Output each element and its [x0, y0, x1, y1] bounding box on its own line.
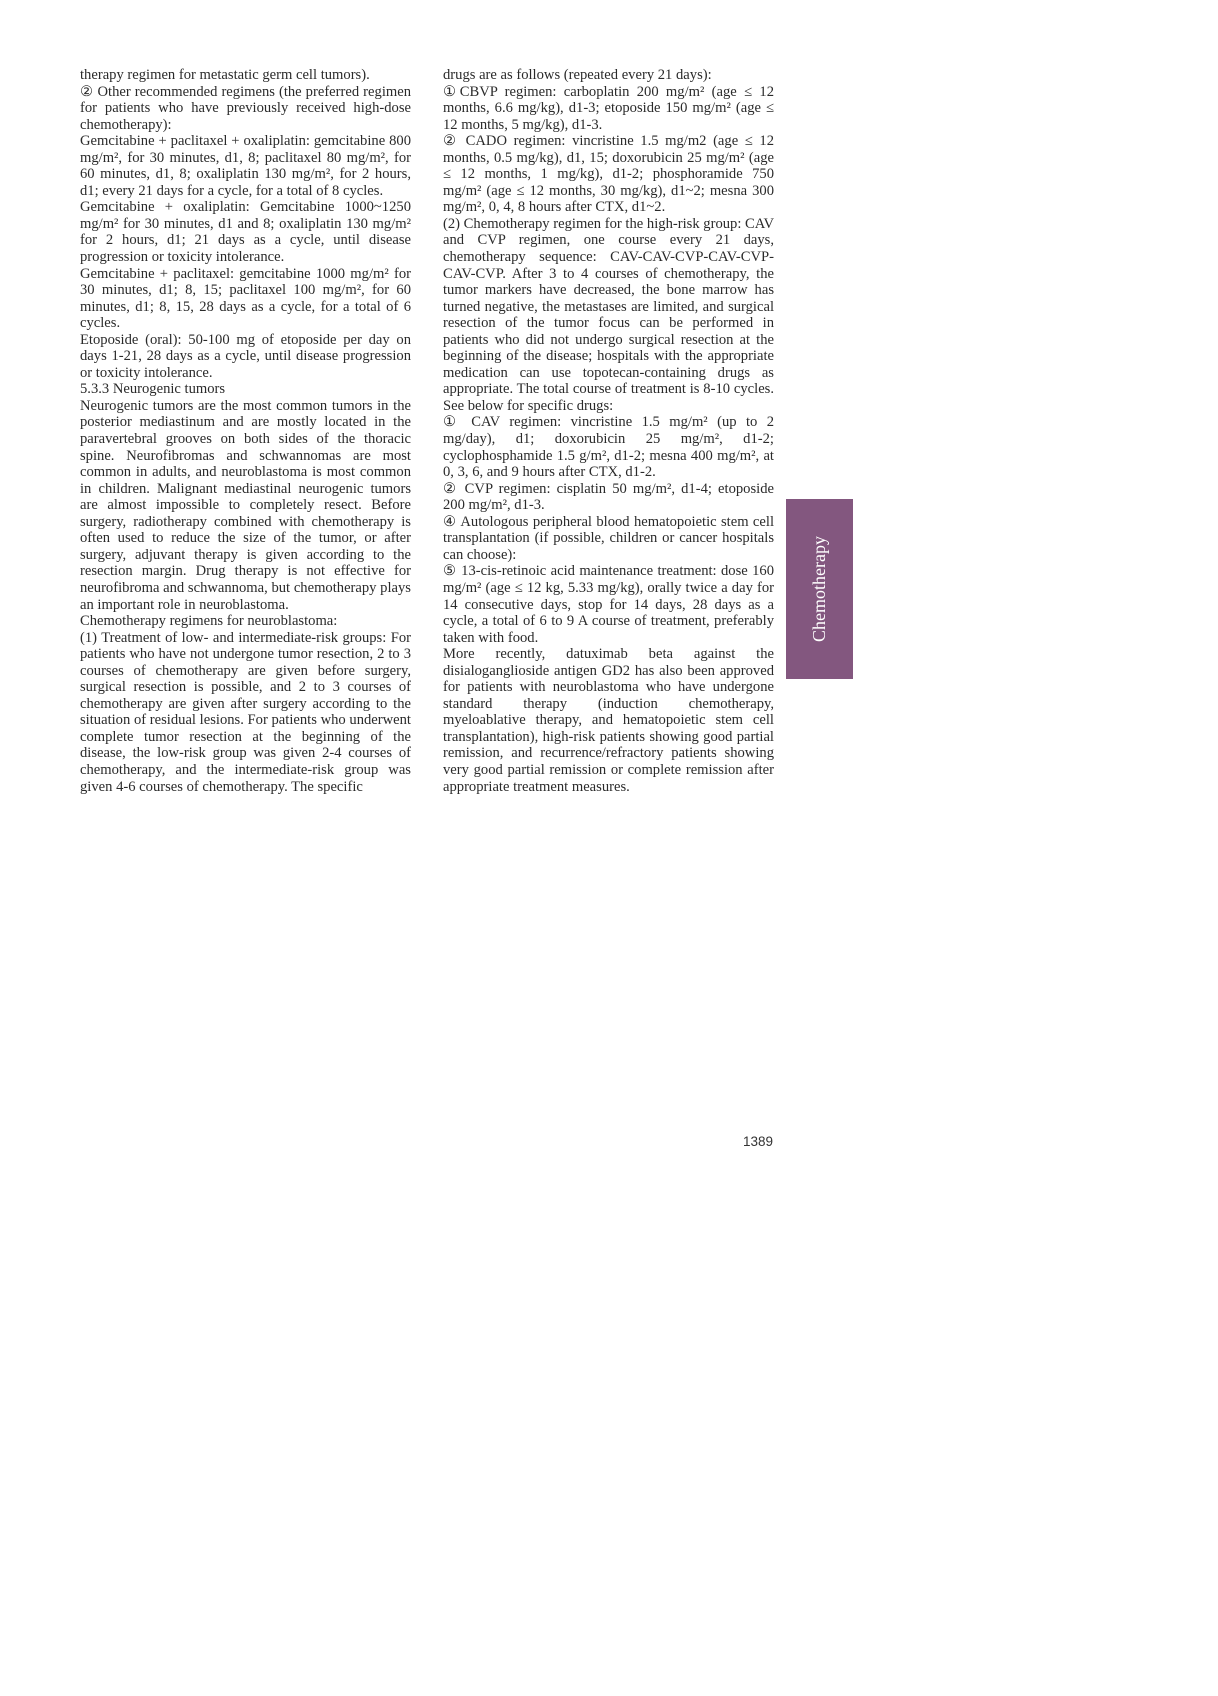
- paragraph: Etoposide (oral): 50-100 mg of etoposide per day on days 1-21, 28 days as a cycle, until disease progression or toxicity intolerance.: [80, 331, 411, 381]
- paragraph: Gemcitabine + paclitaxel + oxaliplatin: gemcitabine 800 mg/m², for 30 minutes, d1, 8; paclitaxel 80 mg/m², for 60 minutes, d1, 8; oxaliplatin 130 mg/m², for 2 hours, d1; every 21 days for a cycle, for a total of 8 cycles.: [80, 133, 411, 199]
- paragraph: Chemotherapy regimens for neuroblastoma:: [80, 613, 338, 630]
- chapter-side-tab: [786, 499, 853, 679]
- paragraph: therapy regimen for metastatic germ cell tumors).: [80, 67, 370, 83]
- paragraph: Neurogenic tumors are the most common tumors in the posterior mediastinum and are mostly located in the paravertebral grooves on both sides of the thoracic spine. Neurofibromas and schwannomas are most common in adults, and neuroblastoma is most common in children. Malignant mediastinal neurogenic tumors are almost impossible to completely resect. Before surgery, radiotherapy combined with chemotherapy is often used to reduce the size of the tumor, or after surgery, adjuvant therapy is given according to the resection margin. Drug therapy is not effective for neurofibroma and schwannoma, but chemotherapy plays an important role in neuroblastoma.: [80, 397, 411, 613]
- paragraph: ④ Autologous peripheral blood hematopoietic stem cell transplantation (if possible, children or cancer hospitals can choose):: [443, 513, 774, 563]
- paragraph: ② CVP regimen: cisplatin 50 mg/m², d1-4; etoposide 200 mg/m², d1-3.: [443, 480, 774, 514]
- paragraph: ⑤ 13-cis-retinoic acid maintenance treatment: dose 160 mg/m² (age ≤ 12 kg, 5.33 mg/kg), orally twice a day for 14 consecutive days, stop for 14 days, 28 days as a cycle, a total of 6 to 9 A course of treatment, preferably taken with food.: [443, 563, 774, 646]
- left-text-column: [80, 67, 411, 795]
- chapter-tab-label: Chemotherapy: [809, 536, 829, 642]
- section-heading: 5.3.3 Neurogenic tumors: [80, 381, 226, 398]
- paragraph: ② CADO regimen: vincristine 1.5 mg/m2 (age ≤ 12 months, 0.5 mg/kg), d1, 15; doxorubicin 25 mg/m² (age ≤ 12 months, 1 mg/kg), d1-2; phosphoramide 750 mg/m² (age ≤ 12 months, 30 mg/kg), d1~2; mesna 300 mg/m², 0, 4, 8 hours after CTX, d1~2.: [443, 133, 774, 216]
- paragraph: Gemcitabine + oxaliplatin: Gemcitabine 1000~1250 mg/m² for 30 minutes, d1 and 8; oxaliplatin 130 mg/m² for 2 hours, d1; 21 days as a cycle, until disease progression or toxicity intolerance.: [80, 199, 411, 266]
- paragraph: More recently, datuximab beta against the disialoganglioside antigen GD2 has also been approved for patients with neuroblastoma who have undergone standard therapy (induction chemotherapy, myeloablative therapy, and hematopoietic stem cell transplantation), high-risk patients showing good partial remission, and recurrence/refractory patients showing very good partial remission or complete remission after appropriate treatment measures.: [443, 646, 774, 795]
- paragraph: (1) Treatment of low- and intermediate-risk groups: For patients who have not undergone tumor resection, 2 to 3 courses of chemotherapy are given before surgery, surgical resection is possible, and 2 to 3 courses of chemotherapy are given after surgery according to the situation of residual lesions. For patients who underwent complete tumor resection at the beginning of the disease, the low-risk group was given 2-4 courses of chemotherapy, and the intermediate-risk group was given 4-6 courses of chemotherapy. The specific: [80, 629, 411, 795]
- paragraph: (2) Chemotherapy regimen for the high-risk group: CAV and CVP regimen, one course every 21 days, chemotherapy sequence: CAV-CAV-CVP-CAV-CVP-CAV-CVP. After 3 to 4 courses of chemotherapy, the tumor markers have decreased, the bone marrow has turned negative, the metastases are limited, and surgical resection of the tumor focus can be performed in patients who did not undergo surgical resection at the beginning of the disease; hospitals with the appropriate medication can use topotecan-containing drugs as appropriate. The total course of treatment is 8-10 cycles. See below for specific drugs:: [443, 215, 774, 414]
- paragraph: Gemcitabine + paclitaxel: gemcitabine 1000 mg/m² for 30 minutes, d1; 8, 15; paclitaxel 100 mg/m², for 60 minutes, d1; 8, 15, 28 days as a cycle, for a total of 6 cycles.: [80, 265, 411, 332]
- page-number: 1389: [742, 1134, 773, 1149]
- paragraph: ①CBVP regimen: carboplatin 200 mg/m² (age ≤ 12 months, 6.6 mg/kg), d1-3; etoposide 150 mg/m² (age ≤ 12 months, 5 mg/kg), d1-3.: [443, 83, 774, 133]
- paragraph: ① CAV regimen: vincristine 1.5 mg/m² (up to 2 mg/day), d1; doxorubicin 25 mg/m², d1-2; cyclophosphamide 1.5 g/m², d1-2; mesna 400 mg/m², at 0, 3, 6, and 9 hours after CTX, d1-2.: [443, 414, 774, 481]
- paragraph: ② Other recommended regimens (the preferred regimen for patients who have previously received high-dose chemotherapy):: [80, 83, 411, 133]
- right-text-column: [443, 67, 774, 795]
- paragraph: drugs are as follows (repeated every 21 days):: [443, 67, 712, 83]
